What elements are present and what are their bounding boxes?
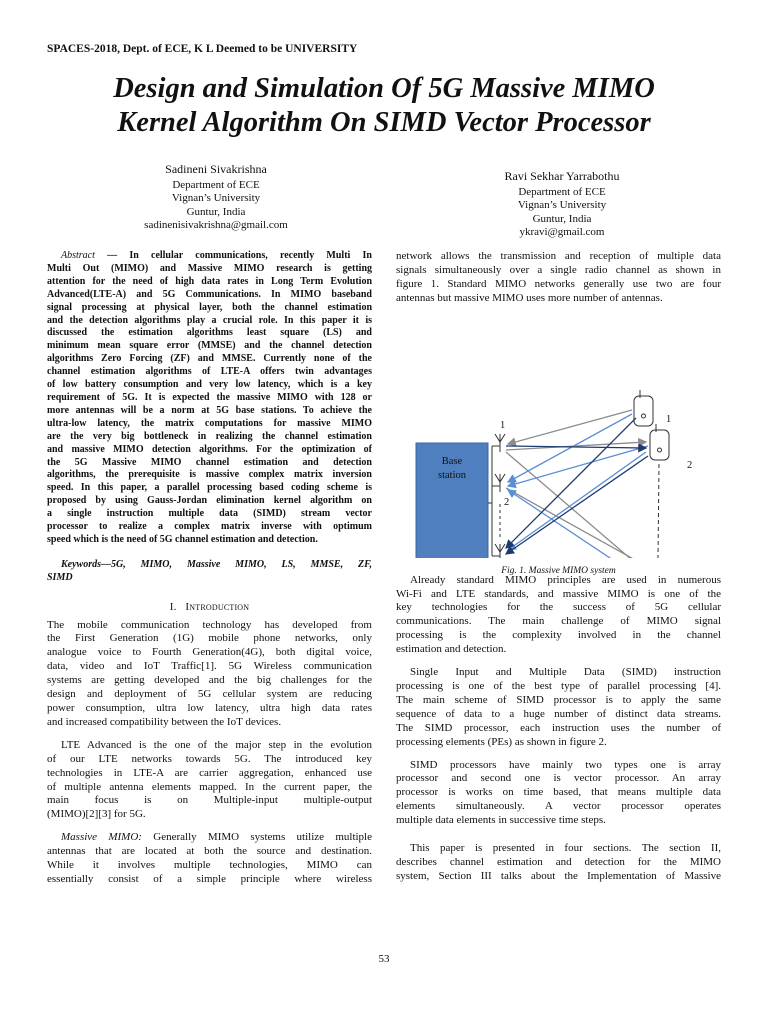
text-line: SIMD processors have mainly two types one is array (410, 758, 721, 771)
text-line: LTE Advanced is the one of the major step in the evolution (61, 738, 372, 751)
text-line: multiple data elements in successive time steps. (396, 814, 606, 827)
massive-mimo-diagram (396, 318, 721, 558)
text-line: The SIMD processor, each instruction uses the number of (396, 721, 721, 734)
author-email[interactable]: ykravi@gmail.com (519, 225, 605, 238)
page-number: 53 (378, 953, 390, 965)
abstract-line: a single instruction multiple data (SIMD) stream vector (47, 508, 372, 520)
text-line: design and deployment of 5G cellular system are reducing (47, 688, 372, 701)
text-line: antennas that are located at both the source and destination. (47, 845, 372, 858)
keywords-line: SIMD (47, 571, 73, 583)
author-email[interactable]: sadinenisivakrishna@gmail.com (144, 218, 288, 231)
author-block-1 (122, 163, 310, 232)
author-dept: Department of ECE (518, 186, 606, 199)
abstract-line: processor to realize a complex matrix inverse with optimum (47, 521, 372, 533)
abstract-line: are the very big bottleneck in realizing the channel estimation (47, 430, 372, 442)
text-line: systems are getting developed and the big challenges for the (47, 674, 372, 687)
bs-antenna-label: 1 (500, 419, 506, 431)
text-line: antennas but massive MIMO uses more number of antennas. (396, 291, 663, 304)
author-city: Guntur, India (186, 205, 246, 218)
text-line: processor and second one is vector processor. An array (396, 772, 721, 785)
text-line: main focus is on Multiple-input multiple-output (47, 794, 372, 807)
abstract-label: Abstract (61, 250, 95, 261)
text-line: describes channel estimation and detection for the MIMO (396, 855, 721, 868)
text-line: signals simultaneously over a single radio channel as shown in (396, 263, 721, 276)
right-paragraph-3 (396, 759, 721, 829)
abstract-line: of low battery consumption and very low latency, which is a key (47, 379, 372, 391)
right-paragraph-2 (396, 666, 721, 749)
bs-antenna-n-icon (492, 544, 505, 558)
abstract-line: ultra-low latency, the matrix computations for massive MIMO (47, 417, 372, 429)
abstract-line: attention for the need of high data rates in Long Term Evolution (47, 275, 372, 287)
text-line: The main scheme of SIMD processor is to apply the same (396, 693, 721, 706)
author-name: Sadineni Sivakrishna (165, 162, 267, 176)
text-line: data, video and IoT Traffic[1]. 5G Wireless communication (47, 660, 372, 673)
abstract-line: Multi Out (MIMO) and Massive MIMO research is getting (47, 262, 372, 274)
title-line-1: Design and Simulation Of 5G Massive MIMO (113, 73, 655, 104)
bs-antenna-label: 2 (504, 496, 510, 508)
right-column (396, 250, 721, 884)
abstract-line: Advanced(LTE-A) and 5G Communications. In MIMO baseband (47, 288, 372, 300)
user-label: 1 (666, 413, 672, 425)
text-line: power consumption, ultra low latency, ultra high data rates (47, 702, 372, 714)
text-line: While it involves multiple technologies, MIMO can (47, 859, 372, 872)
text-line: of our LTE networks towards 5G. The introduced key (47, 752, 372, 765)
abstract-line: algorithms Zero Forcing (ZF) and MMSE. Currently none of the (47, 353, 372, 365)
keywords-line: Keywords—5G, MIMO, Massive MIMO, LS, MMSE, ZF, (61, 558, 372, 570)
left-column (47, 250, 372, 887)
base-station-label: Base (441, 455, 463, 467)
text-line: This paper is presented in four sections. The section II, (410, 842, 721, 855)
intro-paragraph-3 (47, 831, 372, 887)
text-line: key technologies for the success of 5G cellular (396, 601, 721, 614)
intro-paragraph-1 (47, 619, 372, 730)
author-name: Ravi Sekhar Yarrabothu (504, 169, 620, 183)
text-line: Wi-Fi and LTE standards, and massive MIMO is one of the (396, 587, 721, 600)
right-paragraph-1 (396, 574, 721, 657)
text-line: processing elements (PEs) as shown in figure 2. (396, 735, 607, 748)
base-station-label: station (438, 469, 466, 481)
abstract-line: the 5G Massive MIMO channel estimation and detection (47, 456, 372, 468)
abstract (47, 250, 372, 547)
abstract-line: speed which is the need of 5G channel estimation and detection. (47, 533, 318, 545)
abstract-line: signal processing at physical layer, both the channel estimation (47, 301, 372, 313)
section-title: Introduction (185, 600, 250, 613)
abstract-line: algorithms, the prerequisite is massive complex matrix inversion (47, 469, 372, 481)
text-line: processing is the complexity involved in the channel (396, 629, 721, 642)
abstract-line: more antennas will be a norm at 5G base stations. To achieve the (47, 404, 372, 416)
text-line: sequence of data to a huge number of distinct data streams. (396, 707, 721, 720)
intro-paragraph-2 (47, 739, 372, 822)
text-line: Massive MIMO: Generally MIMO systems utilize multiple (61, 831, 372, 844)
right-paragraph-4 (396, 842, 721, 884)
text-line: analogue voice to Fourth Generation(4G), both digital voice, (47, 646, 372, 659)
conference-header: SPACES-2018, Dept. of ECE, K L Deemed to be UNIVERSITY (47, 43, 358, 55)
abstract-line: minimum mean square error (MMSE) and the channel detection (47, 340, 372, 352)
text-line: processing is one of the best type of parallel processing [4]. (396, 679, 721, 692)
abstract-line: and the detection algorithms play a crucial role. In this paper it is (47, 314, 372, 326)
paper-title (40, 72, 728, 140)
bs-antenna-1-icon (492, 434, 505, 452)
author-block-2 (468, 170, 656, 239)
text-line: communications. The main challenge of MIMO signal (396, 615, 721, 628)
abstract-line: Abstract — In cellular communications, recently Multi In (61, 250, 372, 261)
right-top-paragraph (396, 250, 721, 306)
abstract-line: discussed the estimation algorithms least square (LS) and (47, 327, 372, 339)
abstract-line: speed. In this paper, a parallel processing based coding scheme is (47, 482, 372, 494)
section-number: I. (169, 600, 177, 613)
figure-caption: Fig. 1. Massive MIMO system (501, 565, 616, 576)
text-line: Single Input and Multiple Data (SIMD) instruction (410, 666, 721, 679)
figure-1 (396, 318, 721, 576)
text-line: the First Generation (1G) mobile phone networks, only (47, 632, 372, 645)
text-line: The mobile communication technology has developed from (47, 618, 372, 631)
text-line: figure 1. Standard MIMO networks generally use two are four (396, 277, 721, 290)
title-line-2: Kernel Algorithm On SIMD Vector Processor (117, 107, 651, 138)
abstract-line: and massive MIMO detection algorithms. For the optimization of (47, 443, 372, 455)
author-dept: Department of ECE (172, 179, 260, 192)
text-line: essentially consist of a simple principle where wireless (47, 872, 372, 885)
user-terminal-1-icon (634, 390, 653, 426)
user-label: 2 (687, 459, 693, 471)
user-terminal-2-icon (650, 424, 669, 460)
text-line: Already standard MIMO principles are used in numerous (410, 573, 721, 586)
massive-mimo-label: Massive MIMO: (61, 831, 142, 844)
abstract-line: channel estimation algorithms of LTE-A offers twin advantages (47, 366, 372, 378)
text-line: network allows the transmission and reception of multiple data (396, 250, 721, 262)
text-line: elements simultaneously. A vector processor operates (396, 800, 721, 813)
text-line: of multiple antenna elements mapped. In the current paper, the (47, 780, 372, 793)
abstract-line: proposed by using Gauss-Jordan elimination kernel algorithm on (47, 495, 372, 507)
abstract-line: requirement of 5G. It is expected the massive MIMO with 128 or (47, 391, 372, 403)
bs-antenna-2-icon (492, 474, 505, 492)
text-line: (MIMO)[2][3] for 5G. (47, 808, 146, 821)
text-line: and increased compatibility between the IoT devices. (47, 715, 282, 728)
author-city: Guntur, India (532, 212, 592, 225)
author-univ: Vignan’s University (171, 192, 261, 205)
text-line: system, Section III talks about the Implementation of Massive (396, 869, 721, 882)
section-heading (47, 601, 372, 615)
author-univ: Vignan’s University (517, 199, 607, 212)
text-line: estimation and detection. (396, 643, 507, 656)
text-line: technologies in LTE-A are carrier aggregation, enhanced use (47, 766, 372, 779)
text-line: processor is works on time based, that means multiple data (396, 786, 721, 799)
